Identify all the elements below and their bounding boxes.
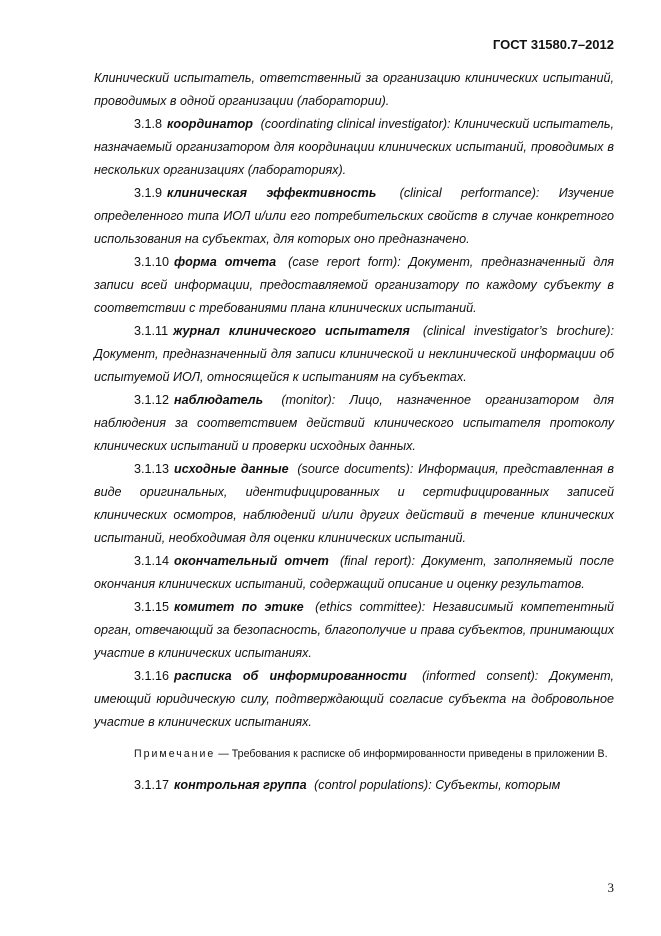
term-english: (clinical performance): xyxy=(399,186,540,200)
term-english: (coordinating clinical investigator): xyxy=(260,117,451,131)
definition-3-1-10 xyxy=(94,251,614,320)
definition-3-1-15 xyxy=(94,596,614,665)
term-english: (final report): xyxy=(339,554,415,568)
term: контрольная группа xyxy=(174,778,307,792)
clause-number: 3.1.12 xyxy=(134,393,170,407)
term: расписка об информированности xyxy=(174,669,407,683)
term-english: (clinical investigator’s brochure): xyxy=(422,324,615,338)
clause-number: 3.1.13 xyxy=(134,462,170,476)
term-english: (informed consent): xyxy=(422,669,539,683)
definition-text: Документ, имеющий юридическую силу, подтверждающий согласие субъекта на добровольное участие в клинических испытаниях. xyxy=(94,669,615,729)
definition-3-1-17 xyxy=(94,774,614,797)
page-number: 3 xyxy=(607,880,614,895)
clause-number: 3.1.15 xyxy=(134,600,170,614)
note xyxy=(94,744,614,764)
term-english: (source documents): xyxy=(297,462,414,476)
clause-number: 3.1.14 xyxy=(134,554,170,568)
clause-number: 3.1.8 xyxy=(134,117,163,131)
paragraph-text: Клинический испытатель, ответственный за организацию клинических испытаний, проводимых в одной организации (лаборатории). xyxy=(94,71,614,108)
term: исходные данные xyxy=(174,462,289,476)
term: журнал клинического испытателя xyxy=(173,324,410,338)
definition-text: Информация, представленная в виде оригинальных, идентифицированных и сертифицированных записей клинических осмотров, наблюдений и/или других действий в течение клинических испытаний, необходимая для оценки клинических испытаний. xyxy=(94,462,615,545)
term: наблюдатель xyxy=(174,393,264,407)
term: форма отчета xyxy=(174,255,277,269)
definition-text: Субъекты, которым xyxy=(435,778,561,792)
clause-number: 3.1.10 xyxy=(134,255,170,269)
term-english: (monitor): xyxy=(281,393,336,407)
clause-number: 3.1.9 xyxy=(134,186,163,200)
term-english: (ethics committee): xyxy=(315,600,426,614)
definition-3-1-13 xyxy=(94,458,614,550)
definition-text: Независимый компетентный орган, отвечающий за безопасность, благополучие и права субъектов, принимающих участие в клинических испытаниях. xyxy=(94,600,615,660)
definition-text: Лицо, назначенное организатором для наблюдения за соответствием действий клинического испытателя протоколу клинических испытаний и проверки исходных данных. xyxy=(94,393,615,453)
clause-number: 3.1.16 xyxy=(134,669,170,683)
definition-text: Документ, заполняемый после окончания клинических испытаний, содержащий описание и оценку результатов. xyxy=(94,554,614,591)
definition-3-1-12 xyxy=(94,389,614,458)
note-text: — Требования к расписке об информированности приведены в приложении В. xyxy=(215,748,608,760)
definition-text: Документ, предназначенный для записи клинической и неклинической информации об испытуемой ИОЛ, относящейся к испытаниям на субъектах. xyxy=(94,347,614,384)
definition-3-1-8 xyxy=(94,113,614,182)
definition-text: Клинический испытатель, назначаемый организатором для координации клинических испытаний, проводимых в нескольких организациях (лабораториях). xyxy=(94,117,615,177)
definition-3-1-11 xyxy=(94,320,614,389)
clause-number: 3.1.11 xyxy=(134,324,169,338)
definition-text: Документ, предназначенный для записи всей информации, предоставляемой организатору по каждому субъекту в соответствии с требованиями плана клинических испытаний. xyxy=(94,255,615,315)
definition-text: Изучение определенного типа ИОЛ и/или его потребительских свойств в случае конкретного использования на субъектах, для которых оно предназначено. xyxy=(94,186,614,246)
term: координатор xyxy=(167,117,253,131)
clause-number: 3.1.17 xyxy=(134,778,170,792)
term-english: (control populations): xyxy=(314,778,432,792)
document-header: ГОСТ 31580.7–2012 xyxy=(492,37,614,52)
term: клиническая эффективность xyxy=(167,186,377,200)
paragraph-continuation xyxy=(94,67,614,113)
note-label: Примечание xyxy=(134,748,216,760)
document-body xyxy=(94,67,614,797)
term-english: (case report form): xyxy=(288,255,401,269)
term: окончательный отчет xyxy=(174,554,329,568)
definition-3-1-14 xyxy=(94,550,614,596)
definition-3-1-16 xyxy=(94,665,614,734)
definition-3-1-9 xyxy=(94,182,614,251)
term: комитет по этике xyxy=(174,600,304,614)
